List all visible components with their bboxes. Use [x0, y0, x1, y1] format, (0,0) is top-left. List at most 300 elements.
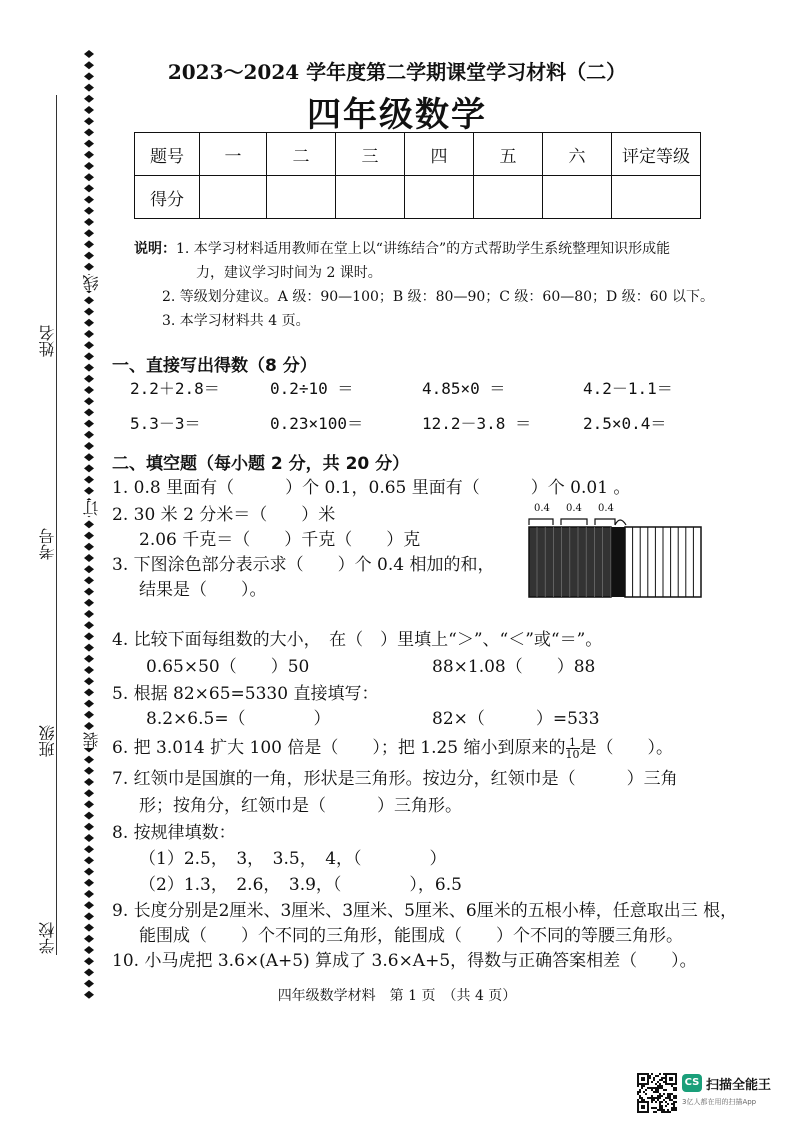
score-input-cell[interactable] — [612, 176, 701, 219]
figure-label: 0.4 — [598, 503, 614, 514]
qr-module — [673, 1101, 675, 1103]
instructions-label: 说明： — [134, 241, 176, 257]
qr-module — [651, 1073, 653, 1075]
calc-item: 0.23×100＝ — [270, 414, 364, 433]
qr-module — [647, 1097, 649, 1099]
scanner-app-name: 扫描全能王 — [706, 1078, 772, 1093]
qr-module — [671, 1073, 673, 1075]
qr-module — [663, 1077, 665, 1079]
qr-module — [667, 1095, 669, 1097]
qr-module — [657, 1089, 659, 1091]
diamond-mark — [84, 554, 94, 562]
qr-module — [641, 1077, 643, 1079]
qr-module — [647, 1079, 649, 1081]
diamond-mark — [84, 924, 94, 932]
qr-module — [673, 1109, 675, 1111]
qr-module — [671, 1093, 673, 1095]
qr-module — [665, 1089, 667, 1091]
score-input-cell[interactable] — [336, 176, 405, 219]
qr-module — [671, 1107, 673, 1109]
question-4: 4. 比较下面每组数的大小， 在（ ）里填上“＞”、“＜”或“＝”。 — [112, 630, 603, 650]
qr-module — [643, 1091, 645, 1093]
qr-module — [663, 1093, 665, 1095]
question-2b: 2.06 千克＝（ ）千克（ ）克 — [139, 530, 421, 550]
question-4a: 0.65×50（ ）50 — [146, 657, 310, 677]
qr-module — [649, 1077, 651, 1079]
qr-module — [653, 1087, 655, 1089]
qr-module — [655, 1075, 657, 1077]
qr-module — [653, 1107, 655, 1109]
qr-module — [675, 1107, 677, 1109]
instruction-item: 力，建议学习时间为 2 课时。 — [196, 265, 382, 281]
calc-item: 2.5×0.4＝ — [583, 414, 667, 433]
subject-title: 四年级数学 — [307, 95, 487, 135]
diamond-mark — [84, 700, 94, 708]
figure-label: 0.4 — [534, 503, 550, 514]
qr-module — [641, 1107, 643, 1109]
binding-ding-char: 订 — [82, 500, 101, 516]
qr-module — [667, 1097, 669, 1099]
qr-module — [659, 1095, 661, 1097]
qr-module — [663, 1073, 665, 1075]
diamond-mark — [84, 308, 94, 316]
qr-module — [659, 1101, 661, 1103]
diamond-mark — [84, 912, 94, 920]
qr-module — [637, 1091, 639, 1093]
qr-module — [675, 1089, 677, 1091]
qr-module — [653, 1077, 655, 1079]
qr-module — [655, 1083, 657, 1085]
qr-module — [675, 1077, 677, 1079]
diamond-mark — [84, 968, 94, 976]
qr-module — [669, 1083, 671, 1085]
qr-module — [651, 1089, 653, 1091]
scanner-slogan: 3亿人都在用的扫描App — [682, 1098, 757, 1106]
figure-label: 0.4 — [566, 503, 582, 514]
qr-module — [671, 1083, 673, 1085]
diamond-mark — [84, 240, 94, 248]
qr-module — [667, 1093, 669, 1095]
section2-heading: 二、填空题（每小题 2 分，共 20 分） — [112, 454, 410, 474]
qr-module — [647, 1073, 649, 1075]
qr-module — [675, 1101, 677, 1103]
qr-module — [645, 1111, 647, 1113]
score-table-cell: 评定等级 — [612, 133, 701, 176]
qr-module — [637, 1099, 639, 1101]
diamond-mark — [84, 184, 94, 192]
binding-diamond-border — [78, 50, 100, 1010]
qr-module — [671, 1079, 673, 1081]
qr-module — [643, 1079, 645, 1081]
qr-module — [663, 1099, 665, 1101]
diamond-mark — [84, 218, 94, 226]
qr-code-icon — [637, 1073, 677, 1113]
diamond-mark — [84, 162, 94, 170]
diamond-mark — [84, 621, 94, 629]
qr-module — [647, 1075, 649, 1077]
qr-module — [637, 1083, 639, 1085]
diamond-mark — [84, 677, 94, 685]
qr-module — [655, 1091, 657, 1093]
diamond-mark — [84, 330, 94, 338]
qr-module — [661, 1101, 663, 1103]
cs-logo-icon: CS — [682, 1074, 702, 1092]
score-table-cell: 三 — [336, 133, 405, 176]
diamond-mark — [84, 408, 94, 416]
diamond-mark — [84, 688, 94, 696]
diamond-mark — [84, 386, 94, 394]
question-5a: 8.2×6.5=（ ） — [146, 709, 331, 729]
qr-module — [657, 1109, 659, 1111]
diamond-mark — [84, 487, 94, 495]
qr-module — [643, 1083, 645, 1085]
qr-module — [659, 1097, 661, 1099]
qr-module — [661, 1111, 663, 1113]
score-label-cell: 得分 — [135, 176, 200, 219]
score-table-cell: 题号 — [135, 133, 200, 176]
qr-module — [641, 1105, 643, 1107]
qr-module — [661, 1095, 663, 1097]
score-table-cell: 六 — [543, 133, 612, 176]
diamond-mark — [84, 868, 94, 876]
qr-module — [667, 1109, 669, 1111]
score-table-cell: 二 — [267, 133, 336, 176]
instruction-item: 2. 等级划分建议。A 级：90—100；B 级：80—90；C 级：60—80；D 级：60 以下。 — [162, 289, 715, 305]
score-input-cell[interactable] — [543, 176, 612, 219]
diamond-mark — [84, 364, 94, 372]
qr-module — [669, 1093, 671, 1095]
qr-module — [651, 1095, 653, 1097]
question-8-1: （1）2.5， 3， 3.5， 4，（ ） — [139, 849, 447, 869]
qr-module — [657, 1097, 659, 1099]
question-8-2: （2）1.3， 2.6， 3.9，（ ），6.5 — [139, 875, 462, 895]
score-input-cell[interactable] — [405, 176, 474, 219]
qr-module — [657, 1091, 659, 1093]
qr-module — [673, 1103, 675, 1105]
score-table-cell: 五 — [474, 133, 543, 176]
qr-module — [655, 1097, 657, 1099]
instruction-item: 3. 本学习材料共 4 页。 — [162, 313, 310, 329]
question-1: 1. 0.8 里面有（ ）个 0.1，0.65 里面有（ ）个 0.01 。 — [112, 478, 631, 498]
diamond-mark — [84, 397, 94, 405]
diamond-mark — [84, 588, 94, 596]
qr-module — [655, 1087, 657, 1089]
qr-module — [665, 1079, 667, 1081]
qr-module — [669, 1079, 671, 1081]
qr-module — [655, 1107, 657, 1109]
qr-module — [673, 1073, 675, 1075]
score-input-cell[interactable] — [200, 176, 267, 219]
qr-module — [647, 1087, 649, 1089]
question-3a: 3. 下图涂色部分表示求（ ）个 0.4 相加的和， — [112, 555, 495, 575]
qr-module — [637, 1103, 639, 1105]
qr-module — [675, 1079, 677, 1081]
qr-module — [651, 1081, 653, 1083]
qr-module — [639, 1101, 641, 1103]
qr-module — [665, 1083, 667, 1085]
qr-module — [657, 1099, 659, 1101]
qr-module — [673, 1107, 675, 1109]
qr-module — [653, 1099, 655, 1101]
qr-module — [637, 1107, 639, 1109]
qr-module — [661, 1109, 663, 1111]
qr-module — [663, 1109, 665, 1111]
qr-module — [645, 1093, 647, 1095]
qr-module — [659, 1079, 661, 1081]
qr-module — [669, 1073, 671, 1075]
qr-module — [649, 1097, 651, 1099]
binding-zhuang-char: 装 — [82, 732, 101, 748]
diamond-mark — [84, 196, 94, 204]
qr-module — [665, 1105, 667, 1107]
score-table-header-row — [135, 133, 701, 176]
qr-module — [645, 1083, 647, 1085]
qr-module — [649, 1087, 651, 1089]
decimal-grid-figure — [520, 503, 710, 598]
qr-module — [643, 1105, 645, 1107]
calc-item: 0.2÷10 ＝ — [270, 379, 354, 398]
diamond-mark — [84, 151, 94, 159]
qr-module — [675, 1073, 677, 1075]
diamond-mark — [84, 935, 94, 943]
qr-module — [647, 1111, 649, 1113]
qr-module — [637, 1101, 639, 1103]
qr-module — [655, 1089, 657, 1091]
qr-module — [637, 1073, 639, 1075]
diamond-mark — [84, 352, 94, 360]
qr-module — [639, 1089, 641, 1091]
diamond-mark — [84, 722, 94, 730]
diamond-mark — [84, 834, 94, 842]
qr-module — [659, 1087, 661, 1089]
qr-module — [661, 1087, 663, 1089]
qr-module — [675, 1097, 677, 1099]
qr-module — [665, 1097, 667, 1099]
diamond-mark — [84, 263, 94, 271]
diamond-mark — [84, 666, 94, 674]
question-6-part2: 是（ ）。 — [579, 738, 674, 758]
qr-module — [675, 1087, 677, 1089]
diamond-mark — [84, 375, 94, 383]
question-7b: 形；按角分，红领巾是（ ）三角形。 — [139, 796, 462, 816]
diamond-mark — [84, 778, 94, 786]
qr-module — [673, 1087, 675, 1089]
diamond-mark — [84, 789, 94, 797]
diamond-mark — [84, 442, 94, 450]
qr-module — [647, 1081, 649, 1083]
qr-module — [641, 1111, 643, 1113]
qr-module — [643, 1101, 645, 1103]
qr-module — [637, 1079, 639, 1081]
question-6 — [112, 733, 673, 760]
diamond-mark — [84, 453, 94, 461]
qr-module — [659, 1073, 661, 1075]
page-footer: 四年级数学材料 第 1 页 （共 4 页） — [277, 988, 517, 1004]
qr-module — [637, 1109, 639, 1111]
qr-module — [647, 1083, 649, 1085]
qr-module — [657, 1075, 659, 1077]
qr-module — [649, 1075, 651, 1077]
qr-module — [675, 1075, 677, 1077]
diamond-mark — [84, 610, 94, 618]
diamond-mark — [84, 431, 94, 439]
qr-module — [639, 1091, 641, 1093]
qr-module — [655, 1101, 657, 1103]
question-5: 5. 根据 82×65=5330 直接填写： — [112, 684, 379, 704]
qr-module — [667, 1111, 669, 1113]
qr-module — [665, 1077, 667, 1079]
fraction-numerator: 1 — [566, 737, 580, 749]
qr-module — [671, 1085, 673, 1087]
qr-module — [657, 1095, 659, 1097]
qr-module — [637, 1081, 639, 1083]
section1-heading: 一、直接写出得数（8 分） — [112, 356, 317, 376]
question-6-part1: 6. 把 3.014 扩大 100 倍是（ ）；把 1.25 缩小到原来的 — [112, 738, 566, 758]
qr-module — [663, 1081, 665, 1083]
diamond-mark — [84, 565, 94, 573]
score-table — [134, 132, 701, 219]
qr-module — [645, 1073, 647, 1075]
diamond-mark — [84, 879, 94, 887]
qr-module — [675, 1095, 677, 1097]
diamond-mark — [84, 140, 94, 148]
qr-module — [647, 1103, 649, 1105]
question-9b: 能围成（ ）个不同的三角形，能围成（ ）个不同的等腰三角形。 — [139, 926, 683, 946]
score-input-cell[interactable] — [267, 176, 336, 219]
diamond-mark — [84, 767, 94, 775]
name-label: 姓名 — [38, 325, 57, 357]
diamond-mark — [84, 901, 94, 909]
qr-module — [665, 1081, 667, 1083]
qr-module — [653, 1111, 655, 1113]
qr-module — [643, 1099, 645, 1101]
qr-module — [655, 1111, 657, 1113]
qr-module — [639, 1073, 641, 1075]
qr-module — [661, 1077, 663, 1079]
qr-module — [637, 1105, 639, 1107]
question-2a: 2. 30 米 2 分米＝（ ）米 — [112, 505, 336, 525]
qr-module — [645, 1089, 647, 1091]
qr-module — [663, 1089, 665, 1091]
qr-module — [659, 1093, 661, 1095]
diamond-mark — [84, 464, 94, 472]
qr-module — [671, 1109, 673, 1111]
diamond-mark — [84, 532, 94, 540]
score-table-score-row — [135, 176, 701, 219]
qr-module — [637, 1111, 639, 1113]
qr-module — [657, 1087, 659, 1089]
diamond-mark — [84, 711, 94, 719]
qr-module — [669, 1099, 671, 1101]
fraction-denominator: 10 — [565, 748, 580, 761]
diamond-mark — [84, 229, 94, 237]
qr-module — [643, 1085, 645, 1087]
qr-module — [651, 1101, 653, 1103]
qr-module — [639, 1097, 641, 1099]
qr-module — [643, 1077, 645, 1079]
diamond-mark — [84, 296, 94, 304]
qr-module — [643, 1107, 645, 1109]
qr-module — [651, 1107, 653, 1109]
qr-module — [659, 1103, 661, 1105]
qr-module — [661, 1085, 663, 1087]
diamond-mark — [84, 655, 94, 663]
qr-module — [639, 1083, 641, 1085]
fraction-one-tenth — [566, 737, 580, 760]
question-9a: 9. 长度分别是2厘米、3厘米、3厘米、5厘米、6厘米的五根小棒，任意取出三 根， — [112, 901, 738, 921]
qr-module — [647, 1101, 649, 1103]
diamond-mark — [84, 800, 94, 808]
qr-module — [651, 1097, 653, 1099]
qr-module — [657, 1085, 659, 1087]
qr-module — [675, 1081, 677, 1083]
score-input-cell[interactable] — [474, 176, 543, 219]
class-label: 班级 — [38, 725, 57, 757]
qr-module — [637, 1077, 639, 1079]
diamond-mark — [84, 957, 94, 965]
exam-title: 2023～2024 学年度第二学期课堂学习材料（二） — [167, 60, 627, 84]
qr-module — [657, 1081, 659, 1083]
qr-module — [641, 1083, 643, 1085]
qr-module — [661, 1079, 663, 1081]
score-table-cell: 一 — [200, 133, 267, 176]
qr-module — [641, 1101, 643, 1103]
score-table-cell: 四 — [405, 133, 474, 176]
question-10: 10. 小马虎把 3.6×(A+5) 算成了 3.6×A+5，得数与正确答案相差（ ）。 — [112, 951, 697, 971]
calc-item: 4.2－1.1＝ — [583, 379, 673, 398]
diamond-mark — [84, 207, 94, 215]
qr-module — [639, 1111, 641, 1113]
qr-module — [641, 1099, 643, 1101]
diamond-mark — [84, 576, 94, 584]
calc-item: 5.3－3＝ — [130, 414, 201, 433]
qr-module — [641, 1085, 643, 1087]
qr-module — [637, 1093, 639, 1095]
diamond-mark — [84, 599, 94, 607]
qr-module — [647, 1105, 649, 1107]
qr-module — [653, 1097, 655, 1099]
diamond-mark — [84, 632, 94, 640]
qr-module — [645, 1101, 647, 1103]
qr-module — [669, 1077, 671, 1079]
qr-module — [641, 1097, 643, 1099]
qr-module — [673, 1097, 675, 1099]
qr-module — [643, 1111, 645, 1113]
qr-module — [665, 1111, 667, 1113]
calc-item: 12.2－3.8 ＝ — [422, 414, 532, 433]
qr-module — [641, 1087, 643, 1089]
qr-module — [641, 1073, 643, 1075]
diamond-mark — [84, 823, 94, 831]
qr-module — [667, 1103, 669, 1105]
qr-module — [673, 1105, 675, 1107]
calc-item: 2.2＋2.8＝ — [130, 379, 220, 398]
question-8: 8. 按规律填数： — [112, 823, 236, 843]
diamond-mark — [84, 845, 94, 853]
diamond-mark — [84, 520, 94, 528]
qr-module — [669, 1111, 671, 1113]
qr-module — [653, 1091, 655, 1093]
diamond-mark — [84, 756, 94, 764]
qr-module — [641, 1079, 643, 1081]
diamond-mark — [84, 173, 94, 181]
qr-module — [647, 1077, 649, 1079]
qr-module — [673, 1083, 675, 1085]
diamond-mark — [84, 319, 94, 327]
diamond-mark — [84, 252, 94, 260]
qr-module — [651, 1087, 653, 1089]
qr-module — [667, 1083, 669, 1085]
